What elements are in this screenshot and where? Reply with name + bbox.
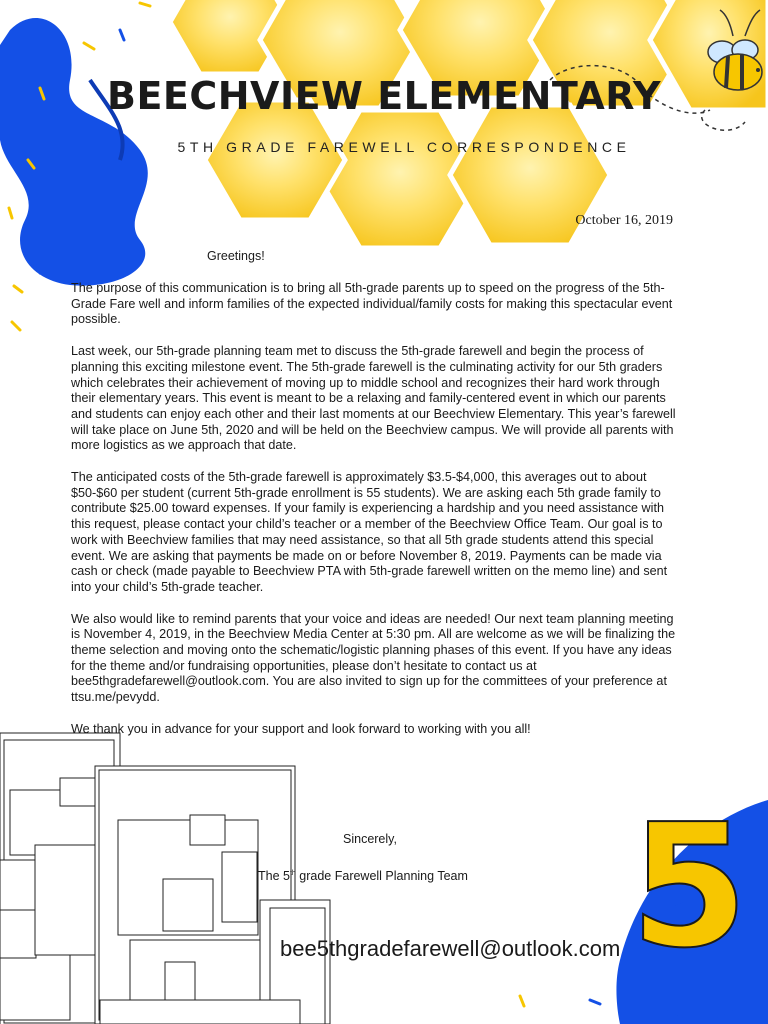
paragraph-costs: The anticipated costs of the 5th-grade farewell is approximately $3.5-$4,000, this averages out to about $50-$60 per student (current 5th-grade enrollment is 55 students). We are asking each 5th grade family to contribute $25.00 toward expenses. If your family is experiencing a hardship and you need assistance with this request, please contact your child’s teacher or a member of the Beechview Office Team. Our goal is to work with Beechview families that may need assistance, so that all 5th grade students attend this special event. We are asking that payments be made on or before November 8, 2019. Payments can be made via cash or check (made payable to Beechview PTA with 5th-grade farewell written on the memo line) and sent into your child’s 5th-grade teacher.	[71, 470, 668, 594]
signature-post: grade Farewell Planning Team	[295, 869, 468, 883]
letter-body	[71, 281, 676, 754]
greeting: Greetings!	[207, 249, 265, 263]
signature-sup: th	[289, 869, 296, 877]
big-five-graphic	[616, 788, 768, 1024]
contact-email[interactable]: bee5thgradefarewell@outlook.com	[280, 936, 621, 961]
closing: Sincerely,	[343, 832, 397, 846]
paragraph-thanks: We thank you in advance for your support and look forward to working with you all!	[71, 721, 531, 736]
signature	[258, 869, 468, 883]
letter-date: October 16, 2019	[575, 213, 673, 228]
school-title: BEECHVIEW ELEMENTARY	[106, 74, 661, 118]
paragraph-purpose: The purpose of this communication is to bring all 5th-grade parents up to speed on the progress of the 5th-Grade Fare well and inform families of the expected individual/family costs for making this spectacular event possible.	[71, 281, 673, 327]
big-five-digit: 5	[630, 788, 749, 986]
paragraph-planning: Last week, our 5th-grade planning team met to discuss the 5th-grade farewell and begin the process of planning this exciting milestone event. The 5th-grade farewell is the culminating activity for our 5th graders which celebrates their achievement of moving up to middle school and recognizes their hard work through their elementary years. This event is meant to be a relaxing and family-centered event in which our parents and students can enjoy each other and their last moments at our Beechview Elementary. This year’s farewell will take place on June 5th, 2020 and will be held on the Beechview campus. We will provide all parents with more logistics as we approach that date.	[71, 344, 676, 453]
signature-pre: The 5	[258, 869, 290, 883]
letter-subtitle: 5TH GRADE FAREWELL CORRESPONDENCE	[177, 139, 631, 155]
honeycomb-graphic	[170, 0, 768, 248]
paragraph-meeting: We also would like to remind parents that your voice and ideas are needed! Our next team planning meeting is November 4, 2019, in the Beechview Media Center at 5:30 pm. All are welcome as we will be finalizing the theme selection and moving onto the schematic/logistic planning phases of this event. If you have any ideas for the theme and/or fundraising opportunities, please don’t hesitate to contact us at bee5thgradefarewell@outlook.com. You are also invited to sign up for the committees of your preference at ttsu.me/pevydd.	[71, 611, 676, 705]
